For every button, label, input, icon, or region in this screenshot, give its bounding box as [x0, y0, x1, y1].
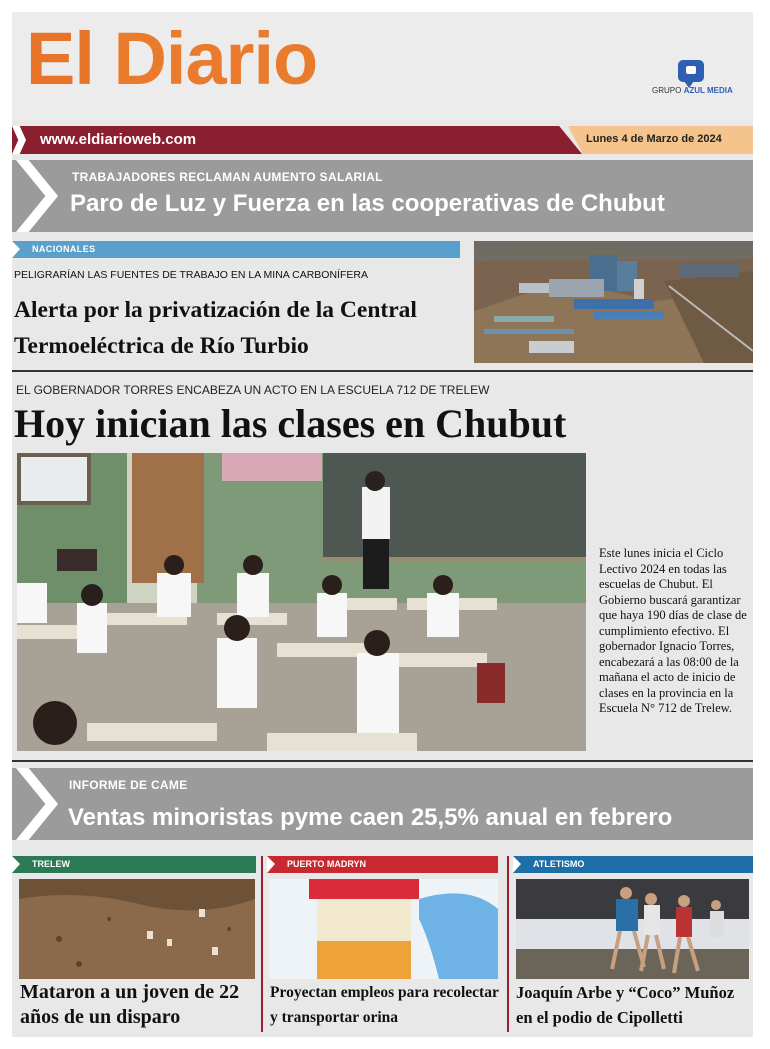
column-divider: [261, 856, 263, 1032]
banner-headline: Ventas minoristas pyme caen 25,5% anual en febrero: [68, 804, 673, 831]
newspaper-logo[interactable]: [26, 17, 318, 100]
masthead: [12, 12, 753, 120]
crime-scene-photo: [19, 879, 255, 979]
puerto-madryn-headline[interactable]: Proyectan empleos para recolectar y transportar orina: [270, 984, 499, 1026]
section-tab-trelew: [12, 856, 256, 873]
logo-el: El: [26, 17, 94, 100]
top-headline-banner[interactable]: [12, 160, 753, 232]
section-divider: [12, 370, 753, 372]
section-label: TRELEW: [32, 859, 70, 869]
section-tab-atletismo: [513, 856, 753, 873]
azul-media-logo-icon: [678, 60, 704, 82]
main-story-headline[interactable]: Hoy inician las clases en Chubut: [14, 401, 567, 446]
chevron-icon: [16, 768, 58, 840]
newspaper-front-page: [12, 12, 753, 1037]
bottom-headline-banner[interactable]: [12, 768, 753, 840]
chevron-icon: [16, 160, 58, 232]
group-name: AZUL MEDIA: [683, 86, 733, 95]
power-plant-photo: [474, 241, 753, 363]
main-story-body: Este lunes inicia el Ciclo Lectivo 2024 en todas las escuelas de Chubut. El Gobierno buscará garantizar que haya 190 días de clase de cumplimiento efectivo. El gobernador Ignacio Torres, encabezará a las 08:00 de la mañana el acto de inicio de clases en la provincia en la Escuela N° 712 de Trelew.: [599, 546, 747, 715]
section-divider: [12, 760, 753, 762]
logo-diario: Diario: [113, 17, 318, 100]
section-label: NACIONALES: [32, 244, 96, 254]
tab-triangle-icon: [12, 241, 20, 258]
tab-triangle-icon: [267, 856, 275, 873]
trelew-headline[interactable]: Mataron a un joven de 22 años de un disparo: [20, 981, 240, 1028]
media-group-label: [652, 86, 733, 95]
banner-headline: Paro de Luz y Fuerza en las cooperativas de Chubut: [70, 190, 665, 217]
urine-sample-photo: [269, 879, 498, 979]
banner-kicker: TRABAJADORES RECLAMAN AUMENTO SALARIAL: [72, 170, 383, 184]
banner-kicker: INFORME DE CAME: [69, 778, 188, 792]
nacionales-kicker: PELIGRARÍAN LAS FUENTES DE TRABAJO EN LA MINA CARBONÍFERA: [14, 269, 368, 281]
website-url[interactable]: www.eldiarioweb.com: [40, 131, 197, 148]
classroom-photo: [17, 453, 586, 751]
section-tab-puerto-madryn: [267, 856, 498, 873]
url-date-bar: [12, 126, 753, 154]
edition-date: Lunes 4 de Marzo de 2024: [586, 133, 722, 145]
column-divider: [507, 856, 509, 1032]
nacionales-headline[interactable]: Alerta por la privatización de la Central Termoeléctrica de Río Turbio: [14, 297, 417, 359]
section-label: PUERTO MADRYN: [287, 859, 367, 869]
section-tab-nacionales: [12, 241, 460, 258]
tab-triangle-icon: [12, 856, 20, 873]
main-story-kicker: EL GOBERNADOR TORRES ENCABEZA UN ACTO EN LA ESCUELA 712 DE TRELEW: [16, 383, 490, 397]
atletismo-headline[interactable]: Joaquín Arbe y “Coco” Muñoz en el podio de Cipolletti: [516, 983, 735, 1027]
runners-photo: [516, 879, 749, 979]
section-label: ATLETISMO: [533, 859, 585, 869]
group-prefix: GRUPO: [652, 86, 684, 95]
tab-triangle-icon: [513, 856, 521, 873]
